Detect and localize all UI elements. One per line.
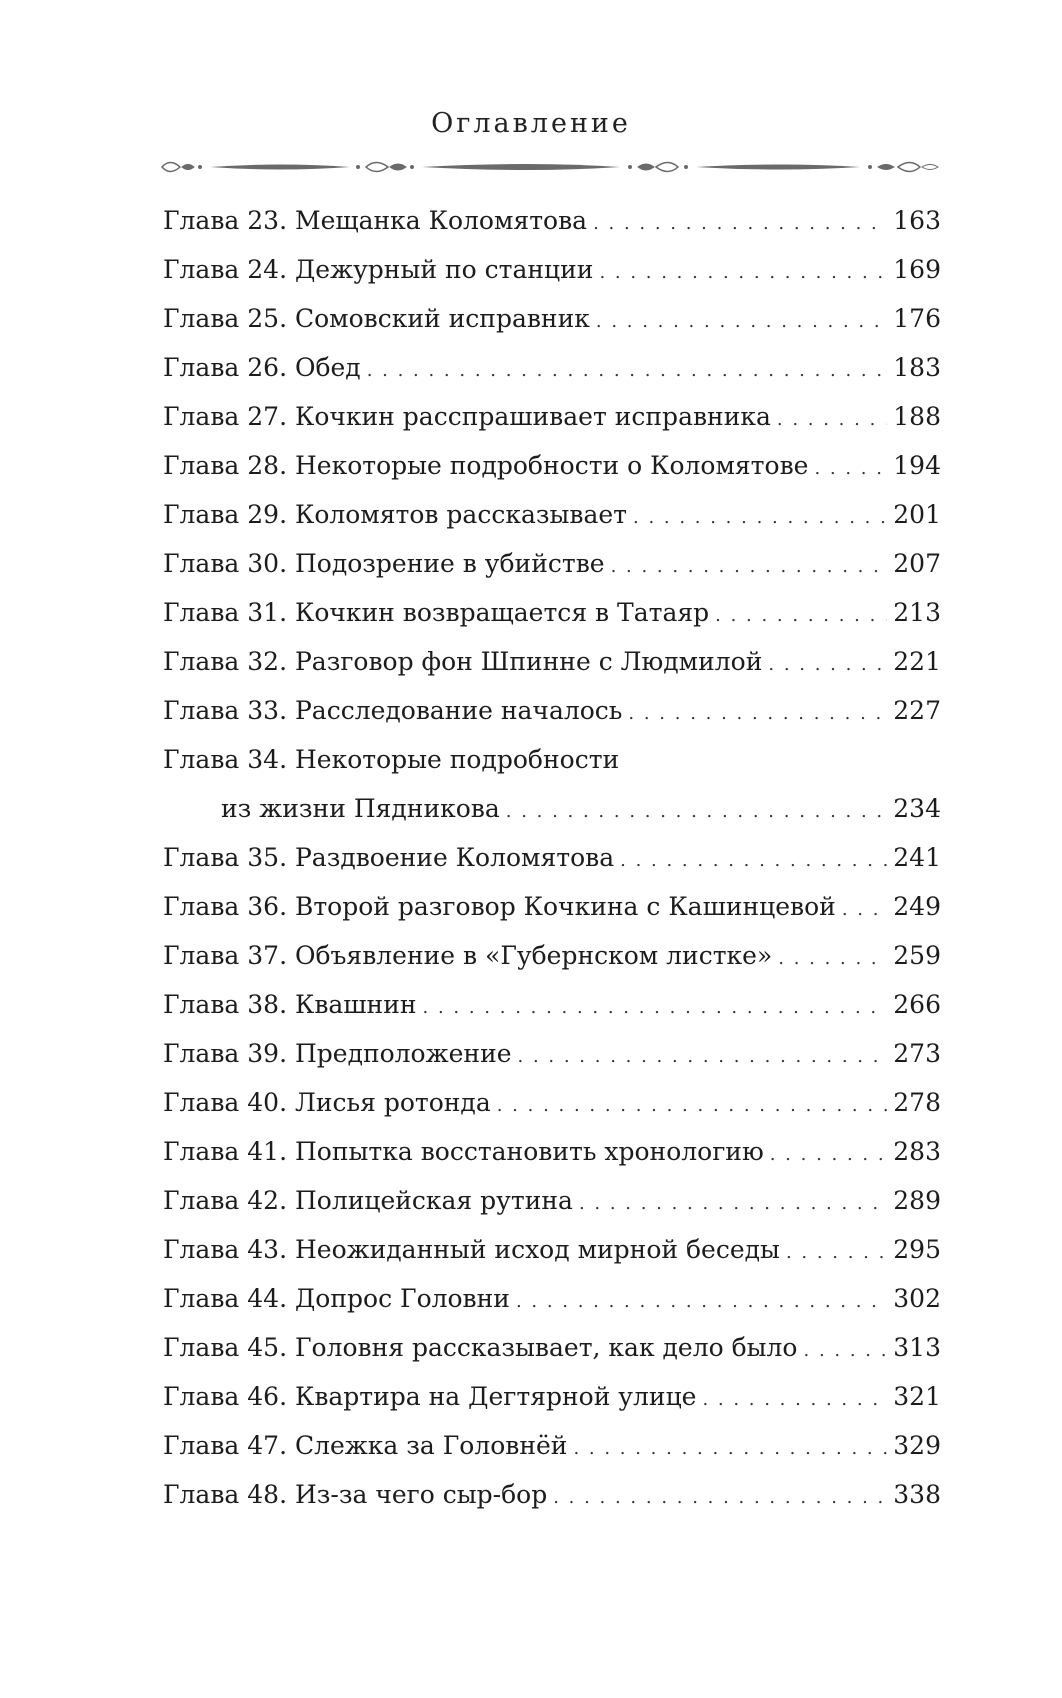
toc-entry xyxy=(163,245,941,294)
toc-entry-label: Глава 29. Коломятов рассказывает xyxy=(163,500,628,529)
toc-entry xyxy=(163,1323,941,1372)
dot-leader xyxy=(777,395,887,444)
toc-entry-label: Глава 23. Мещанка Коломятова xyxy=(163,206,588,235)
dot-leader xyxy=(506,787,888,836)
toc-entry-label: Глава 26. Обед xyxy=(163,353,361,382)
toc-entry-page: 183 xyxy=(893,353,941,382)
toc-entry-label: Глава 39. Предположение xyxy=(163,1039,512,1068)
dot-leader xyxy=(423,983,888,1032)
toc-entry-label: Глава 47. Слежка за Головнёй xyxy=(163,1431,568,1460)
toc-entry-page: 194 xyxy=(893,451,941,480)
toc-entry xyxy=(163,392,941,441)
toc-entry-label: Глава 38. Квашнин xyxy=(163,990,417,1019)
toc-entry-label: Глава 31. Кочкин возвращается в Татаяр xyxy=(163,598,710,627)
toc-entry-page: 249 xyxy=(893,892,941,921)
dot-leader xyxy=(770,1130,888,1179)
toc-entry-label: Глава 32. Разговор фон Шпинне с Людмилой xyxy=(163,647,763,676)
toc-entry-label: Глава 45. Головня рассказывает, как дело было xyxy=(163,1333,798,1362)
toc-entry xyxy=(163,980,941,1029)
dot-leader xyxy=(633,493,887,542)
toc-entry-label: Глава 30. Подозрение в убийстве xyxy=(163,549,605,578)
dot-leader xyxy=(518,1032,888,1081)
toc-entry-page: 163 xyxy=(893,206,941,235)
toc-entry-page: 321 xyxy=(893,1382,941,1411)
toc-entry xyxy=(163,1078,941,1127)
toc-entry-label: Глава 33. Расследование началось xyxy=(163,696,623,725)
toc-entry-page: 295 xyxy=(893,1235,941,1264)
dot-leader xyxy=(596,297,887,346)
dot-leader xyxy=(367,346,888,395)
dot-leader xyxy=(620,836,887,885)
page-title: Оглавление xyxy=(431,108,631,139)
toc-entry-page: 241 xyxy=(893,843,941,872)
toc-entry-label: Глава 25. Сомовский исправник xyxy=(163,304,590,333)
toc-entry-page: 221 xyxy=(893,647,941,676)
toc-entry-page: 302 xyxy=(893,1284,941,1313)
dot-leader xyxy=(814,444,887,493)
toc-entry-label: Глава 42. Полицейская рутина xyxy=(163,1186,573,1215)
toc-entry xyxy=(163,1274,941,1323)
toc-entry xyxy=(163,1470,941,1519)
dot-leader xyxy=(702,1375,887,1424)
toc-entry xyxy=(163,1421,941,1470)
toc-entry-label: Глава 24. Дежурный по станции xyxy=(163,255,594,284)
toc-entry xyxy=(163,294,941,343)
dot-leader xyxy=(778,934,887,983)
toc-entry-label: Глава 44. Допрос Головни xyxy=(163,1284,510,1313)
dot-leader xyxy=(842,885,887,934)
ornament-divider-icon xyxy=(160,152,940,182)
toc-entry xyxy=(163,686,941,735)
toc-entry-label: Глава 37. Объявление в «Губернском листке» xyxy=(163,941,773,970)
toc-entry-label: Глава 36. Второй разговор Кочкина с Кашинцевой xyxy=(163,892,836,921)
dot-leader xyxy=(593,199,887,248)
dot-leader xyxy=(611,542,888,591)
toc-entry-page: 201 xyxy=(893,500,941,529)
dot-leader xyxy=(553,1473,887,1522)
dot-leader xyxy=(579,1179,887,1228)
toc-entry xyxy=(163,1372,941,1421)
toc-entry-page: 259 xyxy=(893,941,941,970)
toc-entry xyxy=(163,441,941,490)
toc-entry-page: 234 xyxy=(893,794,941,823)
dot-leader xyxy=(804,1326,888,1375)
toc-entry-page: 278 xyxy=(893,1088,941,1117)
table-of-contents xyxy=(163,196,941,1519)
toc-entry xyxy=(163,833,941,882)
toc-entry-label: Глава 28. Некоторые подробности о Коломятове xyxy=(163,451,809,480)
toc-entry-page: 338 xyxy=(893,1480,941,1509)
toc-entry xyxy=(163,637,941,686)
toc-entry xyxy=(163,343,941,392)
toc-entry xyxy=(163,196,941,245)
toc-entry-label: Глава 41. Попытка восстановить хронологию xyxy=(163,1137,764,1166)
toc-entry-page: 176 xyxy=(893,304,941,333)
toc-entry xyxy=(163,882,941,931)
toc-entry xyxy=(163,1127,941,1176)
toc-entry-page: 329 xyxy=(893,1431,941,1460)
toc-entry xyxy=(163,1225,941,1274)
toc-entry-page: 266 xyxy=(893,990,941,1019)
toc-entry-page: 283 xyxy=(893,1137,941,1166)
toc-entry-label: Глава 46. Квартира на Дегтярной улице xyxy=(163,1382,697,1411)
toc-entry-label-continuation: из жизни Пядникова xyxy=(221,794,500,823)
toc-entry-label: Глава 35. Раздвоение Коломятова xyxy=(163,843,615,872)
dot-leader xyxy=(628,689,887,738)
toc-entry-label: Глава 40. Лисья ротонда xyxy=(163,1088,491,1117)
toc-entry-page: 213 xyxy=(893,598,941,627)
toc-entry xyxy=(163,1029,941,1078)
toc-entry xyxy=(163,539,941,588)
dot-leader xyxy=(497,1081,888,1130)
toc-entry-page: 273 xyxy=(893,1039,941,1068)
toc-entry-page: 207 xyxy=(893,549,941,578)
dot-leader xyxy=(768,640,887,689)
toc-entry xyxy=(163,588,941,637)
dot-leader xyxy=(573,1424,887,1473)
toc-entry-page: 227 xyxy=(893,696,941,725)
toc-entry xyxy=(163,1176,941,1225)
toc-entry-label: Глава 34. Некоторые подробности xyxy=(163,745,620,774)
toc-entry-label: Глава 43. Неожиданный исход мирной беседы xyxy=(163,1235,780,1264)
toc-entry-label: Глава 27. Кочкин расспрашивает исправника xyxy=(163,402,771,431)
toc-entry-page: 289 xyxy=(893,1186,941,1215)
toc-entry-page: 313 xyxy=(893,1333,941,1362)
toc-entry xyxy=(163,735,941,833)
dot-leader xyxy=(599,248,887,297)
toc-entry-page: 188 xyxy=(893,402,941,431)
dot-leader xyxy=(516,1277,887,1326)
toc-entry-page: 169 xyxy=(893,255,941,284)
toc-entry xyxy=(163,490,941,539)
toc-entry-label: Глава 48. Из-за чего сыр-бор xyxy=(163,1480,548,1509)
toc-entry xyxy=(163,931,941,980)
dot-leader xyxy=(786,1228,887,1277)
dot-leader xyxy=(715,591,887,640)
